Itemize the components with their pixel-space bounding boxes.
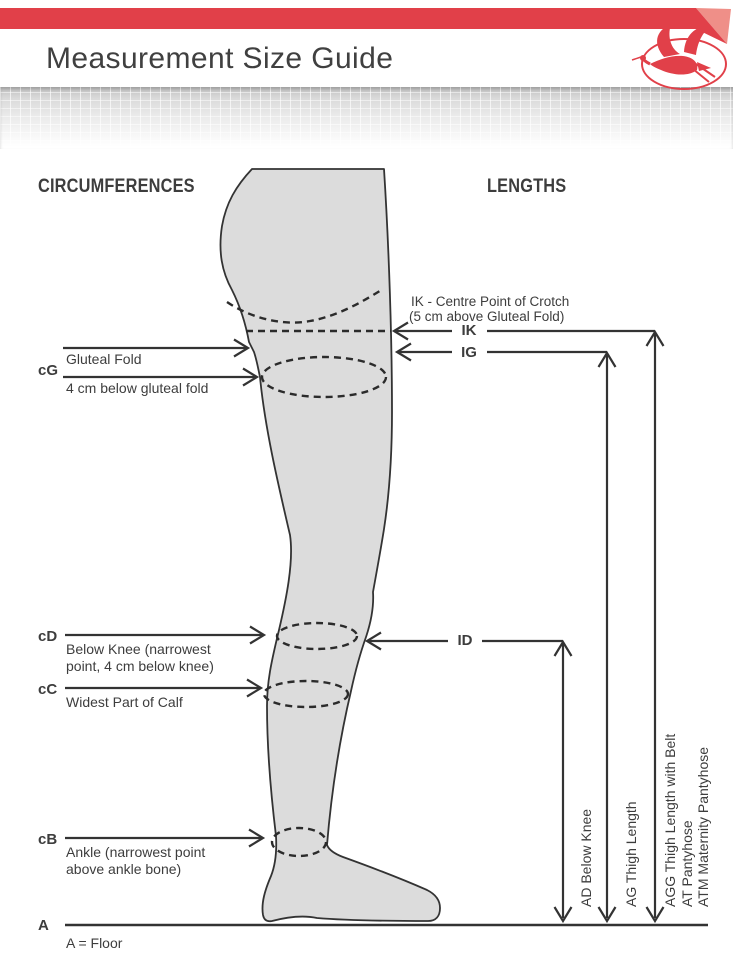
ik-code: IK [461, 322, 477, 339]
cg-label-line1: Gluteal Fold [66, 351, 142, 367]
a-code: A [38, 917, 49, 934]
cg-code: cG [38, 362, 59, 379]
page-title: Measurement Size Guide [46, 42, 394, 75]
id-code: ID [457, 632, 473, 649]
cd-label [66, 641, 214, 674]
agg-vertical-label-line1: AGG Thigh Length with Belt [662, 733, 678, 907]
a-floor-label: A = Floor [66, 935, 123, 951]
cc-label: Widest Part of Calf [66, 694, 183, 710]
cd-code: cD [38, 628, 58, 645]
header-ribbon [0, 8, 731, 44]
leg-silhouette [220, 169, 440, 921]
ad-vertical-label: AD Below Knee [578, 808, 594, 907]
agg-vertical-label-line3: ATM Maternity Pantyhose [695, 746, 711, 907]
cb-label [66, 844, 205, 877]
cd-label-line1: Below Knee (narrowest [66, 641, 211, 657]
ad-length-line [555, 642, 572, 921]
agg-vertical-label-group [662, 734, 712, 907]
agg-vertical-label-line2: AT Pantyhose [678, 820, 695, 907]
ig-arrow [397, 344, 607, 361]
cb-label-line2: above ankle bone) [66, 860, 182, 877]
ik-note-line1: IK - Centre Point of Crotch [411, 294, 570, 309]
circumferences-heading: CIRCUMFERENCES [38, 176, 195, 197]
cb-label-line1: Ankle (narrowest point [66, 844, 206, 860]
ik-arrow [394, 323, 655, 340]
cd-label-line2: point, 4 cm below knee) [66, 657, 214, 674]
cb-code: cB [38, 831, 58, 848]
agg-length-line [647, 332, 664, 921]
ik-note-line2: (5 cm above Gluteal Fold) [409, 309, 565, 324]
ag-vertical-label: AG Thigh Length [623, 801, 639, 907]
ig-code: IG [461, 344, 477, 361]
cc-code: cC [38, 681, 58, 698]
lengths-heading: LENGTHS [487, 176, 567, 197]
cg-label-line2: 4 cm below gluteal fold [66, 380, 209, 396]
ag-length-line [599, 353, 616, 921]
